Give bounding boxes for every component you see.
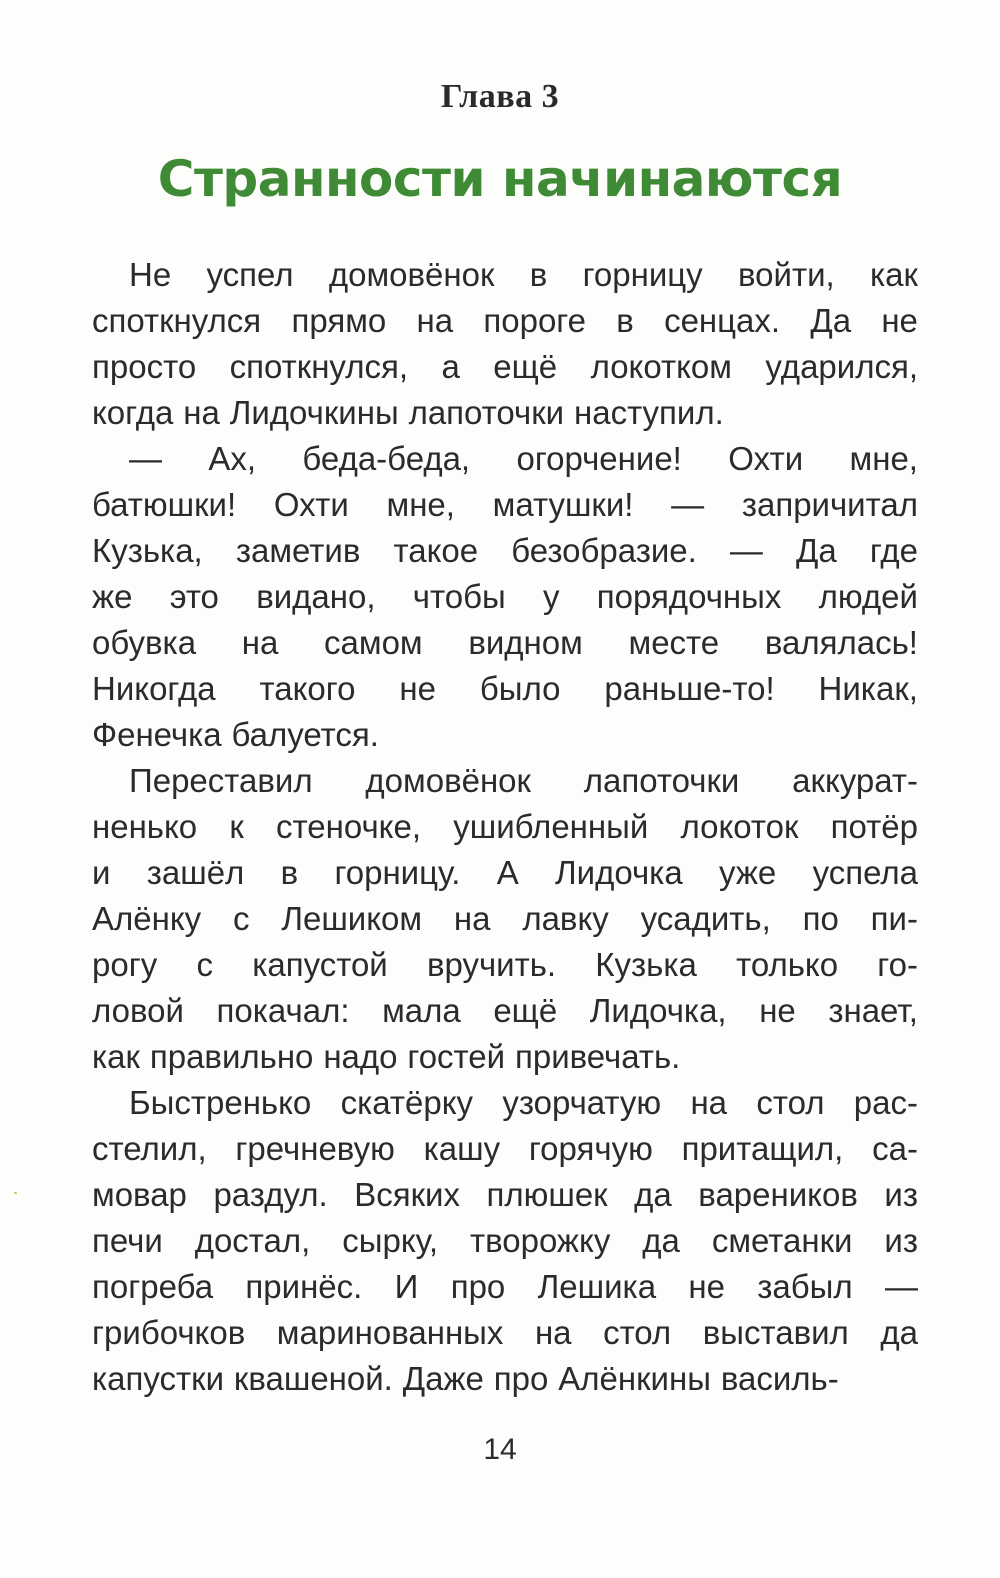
text-line: как правильно надо гостей привечать. (92, 1038, 681, 1075)
chapter-title: Странности начинаются (157, 150, 843, 208)
text-line: Алёнку с Лешиком на лавку усадить, по пи- (92, 900, 918, 937)
text-line: батюшки! Охти мне, матушки! — запричитал (92, 486, 918, 523)
text-line: ненько к стеночке, ушибленный локоток потёр (92, 808, 918, 845)
text-line: Фенечка балуется. (92, 716, 379, 753)
paragraph (92, 436, 918, 758)
text-line: Никогда такого не было раньше-то! Никак, (92, 670, 918, 707)
text-line: обувка на самом видном месте валялась! (92, 624, 918, 661)
paragraph (92, 252, 918, 436)
text-line: Кузька, заметив такое безобразие. — Да где (92, 532, 918, 569)
text-line: грибочков маринованных на стол выставил да (92, 1314, 918, 1351)
text-line: печи достал, сырку, творожку да сметанки из (92, 1222, 918, 1259)
text-line: и зашёл в горницу. А Лидочка уже успела (92, 854, 918, 891)
text-line: стелил, гречневую кашу горячую притащил, са- (92, 1130, 918, 1167)
text-line: мовар раздул. Всяких плюшек да вареников из (92, 1176, 918, 1213)
text-line: — Ах, беда-беда, огорчение! Охти мне, (129, 440, 918, 477)
text-line: когда на Лидочкины лапоточки наступил. (92, 394, 724, 431)
chapter-label: Глава 3 (440, 78, 560, 115)
text-line: же это видано, чтобы у порядочных людей (92, 578, 918, 615)
text-line: споткнулся прямо на пороге в сенцах. Да не (92, 302, 918, 339)
text-line: капустки квашеной. Даже про Алёнкины василь- (92, 1360, 839, 1397)
paragraph (92, 1080, 918, 1402)
paragraph (92, 758, 918, 1080)
text-line: Переставил домовёнок лапоточки аккурат- (129, 762, 918, 799)
text-line: Быстренько скатёрку узорчатую на стол рас- (129, 1084, 918, 1121)
text-line: рогу с капустой вручить. Кузька только го- (92, 946, 918, 983)
print-speck (14, 1192, 17, 1194)
page-number: 14 (483, 1433, 517, 1466)
chapter-body (92, 252, 918, 1402)
text-line: ловой покачал: мала ещё Лидочка, не знает, (92, 992, 918, 1029)
text-line: Не успел домовёнок в горницу войти, как (129, 256, 918, 293)
text-line: просто споткнулся, а ещё локотком ударился, (92, 348, 918, 385)
text-line: погреба принёс. И про Лешика не забыл — (92, 1268, 918, 1305)
